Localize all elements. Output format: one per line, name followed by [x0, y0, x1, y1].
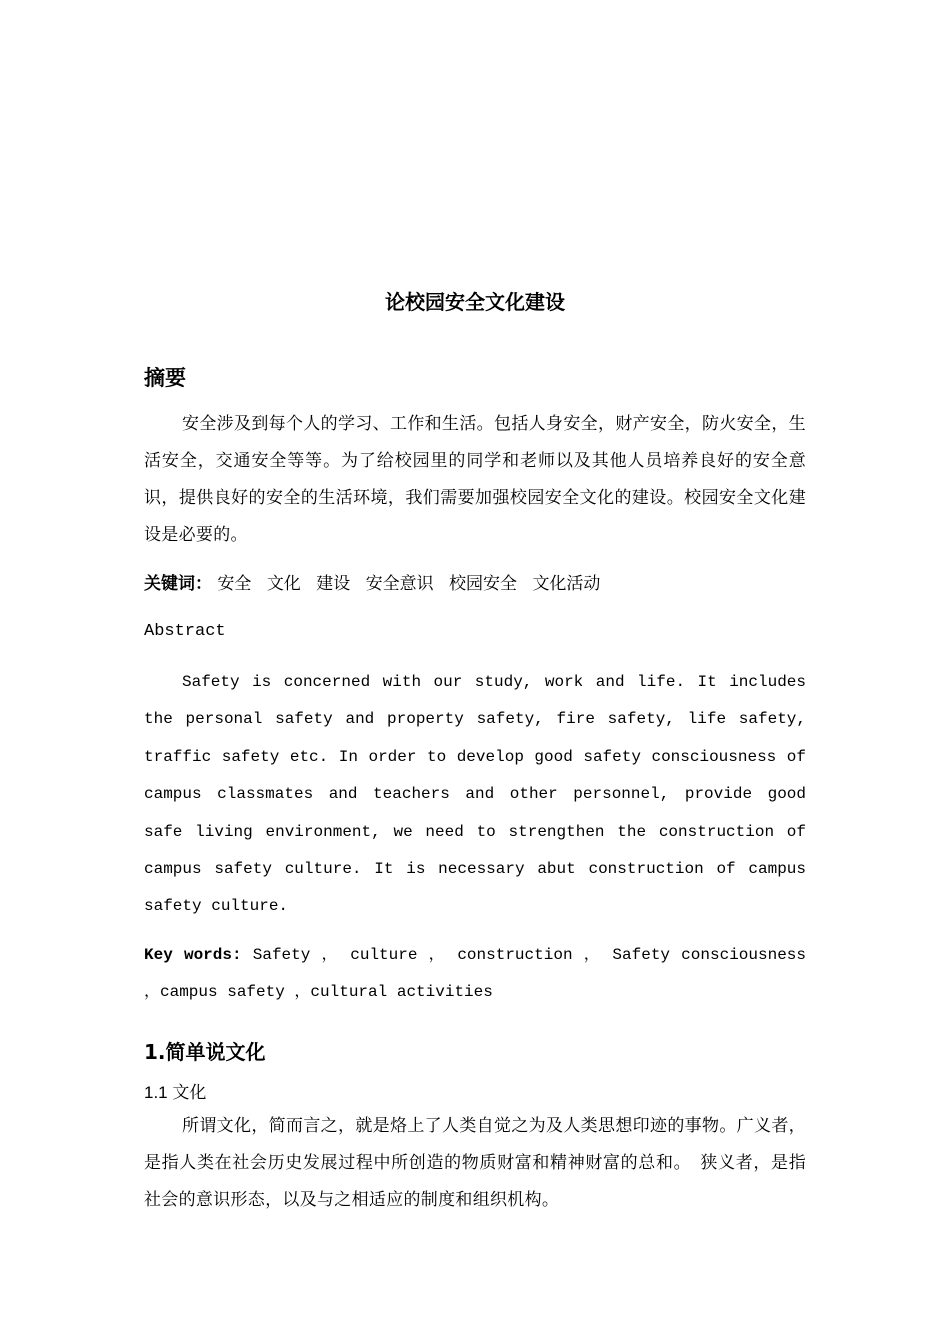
keyword-cn-item: 安全	[217, 574, 252, 594]
section-1-1-body: 所谓文化，简而言之，就是烙上了人类自觉之为及人类思想印迹的事物。广义者，是指人类在社会历史发展过程中所创造的物质财富和精神财富的总和。 狭义者，是指社会的意识形态，以及与之相适应的制度和组织机构。	[144, 1116, 806, 1210]
keywords-en	[144, 937, 806, 1012]
abstract-cn-body: 安全涉及到每个人的学习、工作和生活。包括人身安全，财产安全，防火安全，生活安全，交通安全等等。为了给校园里的同学和老师以及其他人员培养良好的安全意识，提供良好的安全的生活环境，我们需要加强校园安全文化的建设。校园安全文化建设是必要的。	[144, 414, 806, 545]
keyword-cn-item: 文化活动	[532, 574, 601, 594]
keyword-cn-item: 安全意识	[365, 574, 434, 594]
abstract-cn-heading: 摘要	[144, 366, 186, 390]
section-1-1-heading: 1.1 文化	[144, 1083, 207, 1102]
keywords-cn-label: 关键词：	[144, 574, 212, 594]
keywords-en-label: Key words:	[144, 946, 242, 964]
keyword-cn-item: 文化	[266, 574, 301, 594]
keyword-cn-item: 校园安全	[449, 574, 518, 594]
keywords-cn	[144, 569, 610, 594]
abstract-en-heading: Abstract	[144, 622, 226, 641]
section-1-heading: 1.简单说文化	[144, 1040, 266, 1064]
abstract-en-body: Safety is concerned with our study, work and life. It includes the personal safety and property safety, fire safety, life safety, traffic safety etc. In order to develop good safety consciousness of campus classmates and teachers and other personnel, provide good safe living environment, we need to strengthen the construction of campus safety culture. It is necessary abut construction of campus safety culture.	[144, 673, 806, 916]
keywords-en-text: Safety ， culture ， construction ， Safety consciousness ，campus safety ，cultural activities	[144, 946, 807, 1002]
document-title: 论校园安全文化建设	[385, 290, 565, 314]
keyword-cn-item: 建设	[316, 574, 351, 594]
